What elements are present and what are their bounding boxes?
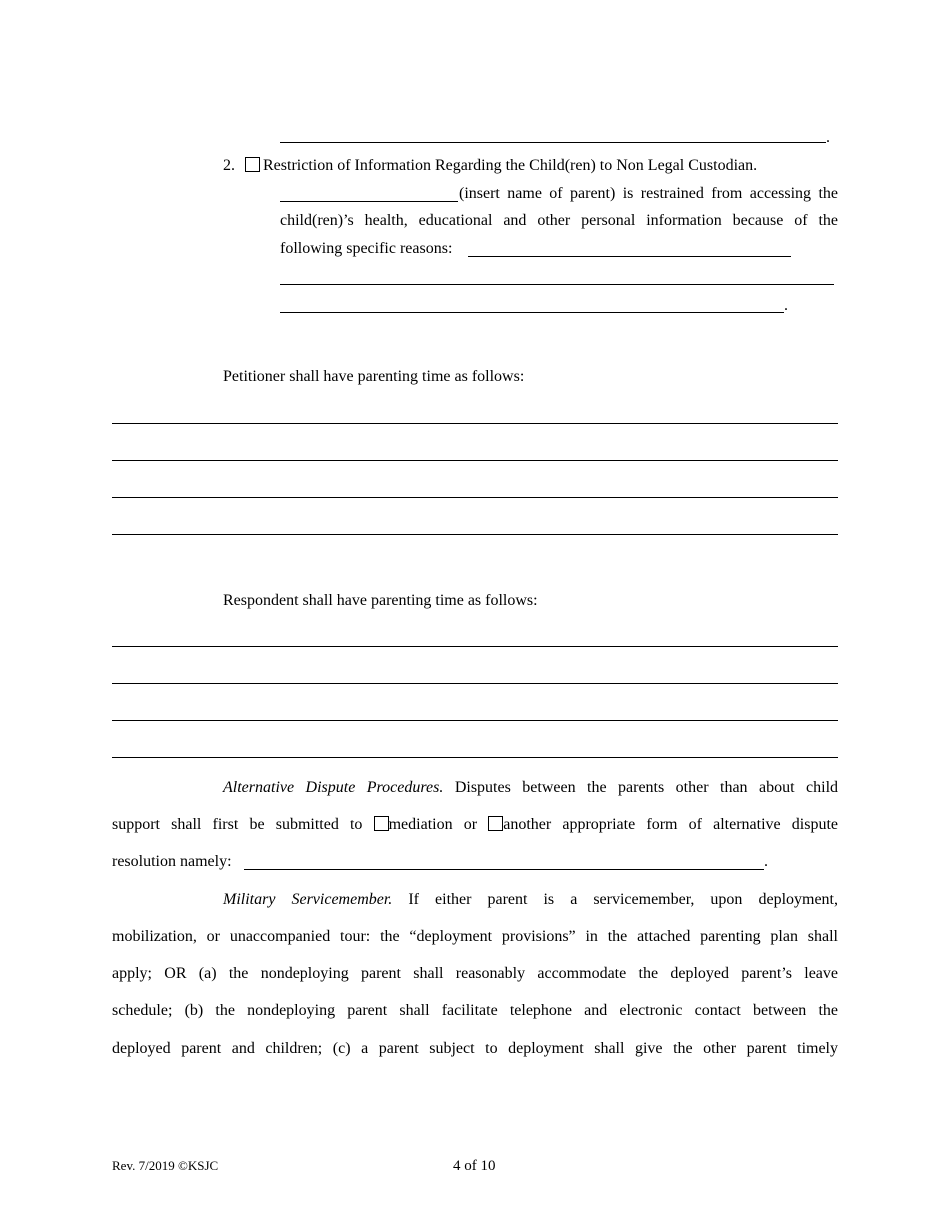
military-line2: mobilization, or unaccompanied tour: the “deployment provisions” in the attached parenting plan shall: [112, 928, 838, 945]
respondent-line-1[interactable]: [112, 646, 838, 647]
military-line1: [223, 891, 838, 909]
item2-line3: following specific reasons:: [280, 240, 453, 257]
mediation-option-label: mediation or: [388, 816, 478, 833]
military-title: Military Servicemember.: [223, 891, 393, 908]
item2-period: .: [784, 297, 788, 314]
footer-revision: Rev. 7/2019 ©KSJC: [112, 1158, 219, 1173]
item2-checkbox[interactable]: [245, 157, 260, 175]
adr-line2-prefix: support shall first be submitted to: [112, 816, 363, 833]
parent-name-blank[interactable]: [280, 201, 458, 202]
adr-line2: [112, 816, 838, 834]
respondent-line-2[interactable]: [112, 683, 838, 684]
petitioner-line-1[interactable]: [112, 423, 838, 424]
petitioner-heading: Petitioner shall have parenting time as follows:: [223, 368, 525, 385]
respondent-line-4[interactable]: [112, 757, 838, 758]
adr-line1-rest: Disputes between the parents other than about child: [454, 779, 839, 796]
reasons-blank-3[interactable]: [280, 312, 784, 313]
military-line3: apply; OR (a) the nondeploying parent shall reasonably accommodate the deployed parent’s leave: [112, 965, 838, 982]
adr-line1: [223, 779, 838, 797]
item2-number: 2.: [223, 157, 235, 174]
petitioner-line-4[interactable]: [112, 534, 838, 535]
footer-page-number: 4 of 10: [453, 1158, 496, 1174]
adr-period: .: [764, 853, 768, 870]
petitioner-line-2[interactable]: [112, 460, 838, 461]
continuation-blank-line[interactable]: [280, 142, 826, 143]
item2-line2: child(ren)’s health, educational and other personal information because of the: [280, 212, 838, 229]
reasons-blank-1[interactable]: [468, 256, 791, 257]
adr-line3: resolution namely:: [112, 853, 232, 870]
continuation-period: .: [826, 129, 830, 146]
petitioner-line-3[interactable]: [112, 497, 838, 498]
adr-title: Alternative Dispute Procedures.: [223, 779, 444, 796]
other-adr-checkbox[interactable]: [488, 816, 503, 831]
reasons-blank-2[interactable]: [280, 284, 834, 285]
respondent-heading: Respondent shall have parenting time as follows:: [223, 592, 538, 609]
respondent-line-3[interactable]: [112, 720, 838, 721]
other-adr-option-label: another appropriate form of alternative dispute: [503, 816, 838, 833]
mediation-checkbox[interactable]: [374, 816, 389, 831]
adr-namely-blank[interactable]: [244, 869, 764, 870]
military-line1-rest: If either parent is a servicemember, upon deployment,: [408, 891, 839, 908]
military-line4: schedule; (b) the nondeploying parent shall facilitate telephone and electronic contact between the: [112, 1002, 838, 1019]
item2-title: Restriction of Information Regarding the Child(ren) to Non Legal Custodian.: [263, 157, 758, 174]
item2-line1: (insert name of parent) is restrained from accessing the: [459, 185, 838, 202]
restriction-checkbox: [245, 157, 260, 172]
military-line5: deployed parent and children; (c) a parent subject to deployment shall give the other parent timely: [112, 1040, 838, 1057]
